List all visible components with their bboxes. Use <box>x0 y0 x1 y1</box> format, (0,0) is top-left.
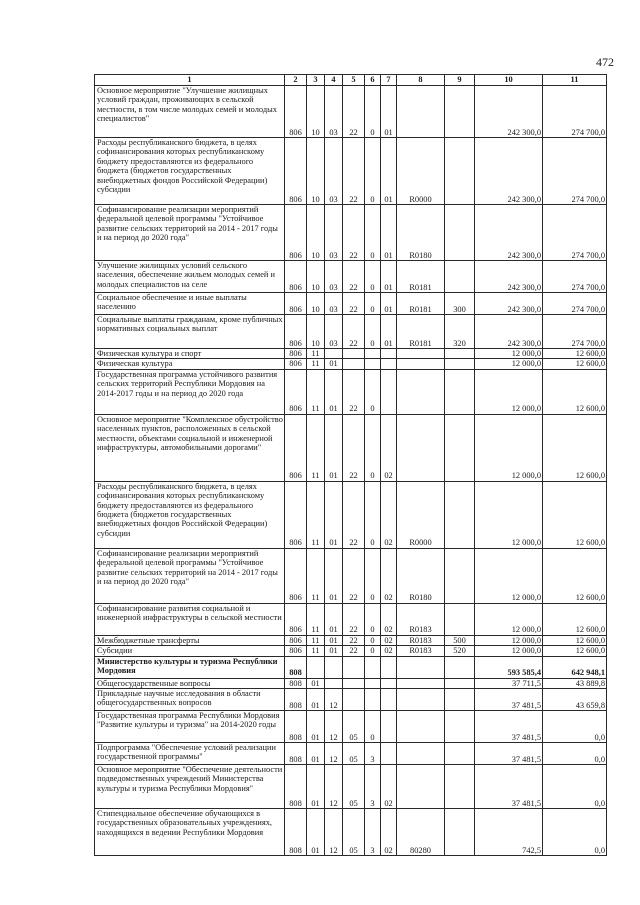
table-row <box>95 293 607 315</box>
row-description: Государственная программа устойчивого развития сельских территорий Республики Мордовия на 2014-2017 годы и на период до 2020 года <box>95 369 285 414</box>
table-row <box>95 548 607 603</box>
cell-subsection-code: 01 <box>325 548 343 603</box>
column-header: 11 <box>543 75 607 86</box>
cell-activity-code: 02 <box>381 809 397 856</box>
cell-target-item-code: R0000 <box>397 481 445 548</box>
cell-program-code <box>343 359 365 369</box>
row-description: Основное мероприятие "Комплексное обустройство населенных пунктов, расположенных в сельской местности, объектами социальной и инженерной инфраструктуры, автомобильными дорогами" <box>95 414 285 481</box>
cell-expense-type-code <box>445 138 475 205</box>
cell-activity-code <box>381 656 397 678</box>
cell-ministry-code: 808 <box>285 711 307 743</box>
cell-amount-year-2: 12 600,0 <box>543 414 607 481</box>
cell-amount-year-1: 37 481,5 <box>475 689 543 711</box>
cell-subprogram-code: 3 <box>365 765 381 809</box>
cell-expense-type-code <box>445 349 475 359</box>
table-row <box>95 349 607 359</box>
cell-target-item-code <box>397 349 445 359</box>
cell-subprogram-code: 0 <box>365 481 381 548</box>
cell-target-item-code <box>397 359 445 369</box>
cell-amount-year-1: 242 300,0 <box>475 205 543 261</box>
cell-amount-year-2: 642 948,1 <box>543 656 607 678</box>
cell-subsection-code: 03 <box>325 293 343 315</box>
cell-activity-code: 02 <box>381 481 397 548</box>
cell-amount-year-1: 37 481,5 <box>475 743 543 765</box>
cell-ministry-code: 806 <box>285 359 307 369</box>
cell-expense-type-code <box>445 414 475 481</box>
cell-amount-year-2: 274 700,0 <box>543 315 607 349</box>
cell-expense-type-code <box>445 656 475 678</box>
cell-activity-code: 02 <box>381 414 397 481</box>
row-description: Физическая культура и спорт <box>95 349 285 359</box>
cell-subprogram-code: 0 <box>365 369 381 414</box>
row-description: Стипендиальное обеспечение обучающихся в государственных образовательных учреждениях, находящихся в ведении Республики Мордовия <box>95 809 285 856</box>
cell-ministry-code: 808 <box>285 689 307 711</box>
cell-activity-code <box>381 711 397 743</box>
cell-ministry-code: 806 <box>285 138 307 205</box>
cell-activity-code: 02 <box>381 548 397 603</box>
cell-subsection-code: 03 <box>325 261 343 293</box>
cell-section-code: 01 <box>307 689 325 711</box>
cell-amount-year-1: 242 300,0 <box>475 86 543 138</box>
cell-ministry-code: 808 <box>285 743 307 765</box>
cell-subsection-code: 03 <box>325 138 343 205</box>
cell-amount-year-2: 12 600,0 <box>543 349 607 359</box>
cell-activity-code: 02 <box>381 635 397 645</box>
row-description: Основное мероприятие "Улучшение жилищных условий граждан, проживающих в сельской местности, в том числе молодых семей и молодых специалистов" <box>95 86 285 138</box>
cell-expense-type-code <box>445 678 475 688</box>
cell-amount-year-1: 12 000,0 <box>475 359 543 369</box>
cell-target-item-code <box>397 689 445 711</box>
cell-subprogram-code: 0 <box>365 646 381 656</box>
cell-program-code: 05 <box>343 711 365 743</box>
cell-subsection-code: 01 <box>325 481 343 548</box>
cell-activity-code <box>381 359 397 369</box>
cell-program-code: 22 <box>343 414 365 481</box>
cell-amount-year-2: 43 889,8 <box>543 678 607 688</box>
row-description: Софинансирование реализации мероприятий федеральной целевой программы "Устойчивое развитие сельских территорий на 2014 - 2017 годы и на период до 2020 года" <box>95 205 285 261</box>
row-description: Государственная программа Республики Мордовия "Развитие культуры и туризма" на 2014-2020 годы <box>95 711 285 743</box>
cell-amount-year-2: 12 600,0 <box>543 359 607 369</box>
cell-amount-year-2: 43 659,8 <box>543 689 607 711</box>
cell-subsection-code: 01 <box>325 414 343 481</box>
table-row <box>95 711 607 743</box>
cell-ministry-code: 808 <box>285 678 307 688</box>
cell-section-code: 11 <box>307 414 325 481</box>
cell-subsection-code: 01 <box>325 369 343 414</box>
cell-subsection-code: 12 <box>325 689 343 711</box>
row-description: Субсидии <box>95 646 285 656</box>
cell-amount-year-2: 274 700,0 <box>543 138 607 205</box>
cell-ministry-code: 808 <box>285 809 307 856</box>
table-row <box>95 315 607 349</box>
cell-program-code: 05 <box>343 809 365 856</box>
cell-target-item-code <box>397 678 445 688</box>
cell-amount-year-1: 242 300,0 <box>475 293 543 315</box>
cell-program-code: 22 <box>343 603 365 635</box>
cell-amount-year-2: 0,0 <box>543 711 607 743</box>
cell-expense-type-code <box>445 548 475 603</box>
cell-expense-type-code <box>445 689 475 711</box>
cell-program-code: 22 <box>343 261 365 293</box>
cell-subsection-code: 03 <box>325 205 343 261</box>
cell-subprogram-code: 0 <box>365 261 381 293</box>
cell-subprogram-code: 0 <box>365 315 381 349</box>
cell-program-code: 22 <box>343 548 365 603</box>
cell-amount-year-1: 12 000,0 <box>475 603 543 635</box>
cell-ministry-code: 806 <box>285 315 307 349</box>
cell-program-code: 22 <box>343 293 365 315</box>
cell-program-code: 22 <box>343 205 365 261</box>
table-row <box>95 635 607 645</box>
cell-subprogram-code <box>365 678 381 688</box>
cell-expense-type-code: 520 <box>445 646 475 656</box>
cell-amount-year-2: 12 600,0 <box>543 635 607 645</box>
cell-subsection-code <box>325 349 343 359</box>
cell-amount-year-2: 274 700,0 <box>543 261 607 293</box>
cell-activity-code <box>381 349 397 359</box>
cell-target-item-code <box>397 86 445 138</box>
cell-target-item-code: R0183 <box>397 635 445 645</box>
cell-program-code <box>343 678 365 688</box>
cell-subsection-code <box>325 678 343 688</box>
cell-expense-type-code <box>445 261 475 293</box>
cell-subsection-code: 01 <box>325 635 343 645</box>
cell-ministry-code: 808 <box>285 656 307 678</box>
row-description: Физическая культура <box>95 359 285 369</box>
page-number: 472 <box>596 55 614 69</box>
table-row <box>95 86 607 138</box>
column-header: 10 <box>475 75 543 86</box>
cell-expense-type-code <box>445 369 475 414</box>
column-header: 9 <box>445 75 475 86</box>
cell-amount-year-1: 12 000,0 <box>475 369 543 414</box>
row-description: Расходы республиканского бюджета, в целях софинансирования которых республиканскому бюджету предоставляются из федерального бюджета (бюджетов государственных внебюджетных фондов Российской Федерации) субсидии <box>95 138 285 205</box>
cell-target-item-code: R0000 <box>397 138 445 205</box>
cell-target-item-code: R0183 <box>397 603 445 635</box>
cell-expense-type-code <box>445 205 475 261</box>
column-header: 5 <box>343 75 365 86</box>
cell-subsection-code: 12 <box>325 743 343 765</box>
cell-target-item-code <box>397 369 445 414</box>
row-description: Общегосударственные вопросы <box>95 678 285 688</box>
cell-section-code: 11 <box>307 359 325 369</box>
cell-amount-year-1: 12 000,0 <box>475 481 543 548</box>
cell-program-code <box>343 349 365 359</box>
cell-target-item-code: R0183 <box>397 646 445 656</box>
row-description: Софинансирование развития социальной и инженерной инфраструктуры в сельской местности <box>95 603 285 635</box>
table-row <box>95 138 607 205</box>
cell-amount-year-1: 242 300,0 <box>475 261 543 293</box>
cell-section-code: 11 <box>307 635 325 645</box>
cell-activity-code: 02 <box>381 646 397 656</box>
cell-subsection-code: 03 <box>325 315 343 349</box>
cell-amount-year-2: 274 700,0 <box>543 293 607 315</box>
cell-subprogram-code: 0 <box>365 711 381 743</box>
cell-activity-code: 01 <box>381 86 397 138</box>
cell-subprogram-code <box>365 656 381 678</box>
cell-section-code: 10 <box>307 261 325 293</box>
cell-program-code: 22 <box>343 86 365 138</box>
cell-ministry-code: 806 <box>285 293 307 315</box>
cell-activity-code <box>381 678 397 688</box>
cell-amount-year-1: 12 000,0 <box>475 414 543 481</box>
table-row <box>95 646 607 656</box>
cell-section-code: 10 <box>307 205 325 261</box>
cell-program-code: 22 <box>343 635 365 645</box>
cell-amount-year-2: 274 700,0 <box>543 205 607 261</box>
cell-target-item-code <box>397 765 445 809</box>
cell-ministry-code: 806 <box>285 369 307 414</box>
cell-amount-year-1: 242 300,0 <box>475 138 543 205</box>
cell-activity-code: 01 <box>381 138 397 205</box>
table-row <box>95 414 607 481</box>
cell-section-code: 01 <box>307 678 325 688</box>
cell-program-code: 22 <box>343 369 365 414</box>
cell-amount-year-2: 12 600,0 <box>543 481 607 548</box>
cell-ministry-code: 806 <box>285 548 307 603</box>
cell-section-code: 11 <box>307 603 325 635</box>
row-description: Улучшение жилищных условий сельского населения, обеспечение жильем молодых семей и молодых специалистов на селе <box>95 261 285 293</box>
cell-section-code <box>307 656 325 678</box>
cell-subprogram-code: 0 <box>365 603 381 635</box>
cell-target-item-code: R0180 <box>397 548 445 603</box>
cell-activity-code: 02 <box>381 765 397 809</box>
cell-target-item-code: R0181 <box>397 315 445 349</box>
table-row <box>95 765 607 809</box>
cell-amount-year-2: 12 600,0 <box>543 603 607 635</box>
cell-program-code: 05 <box>343 743 365 765</box>
cell-section-code: 11 <box>307 481 325 548</box>
cell-section-code: 10 <box>307 86 325 138</box>
cell-subprogram-code: 0 <box>365 293 381 315</box>
cell-expense-type-code: 300 <box>445 293 475 315</box>
cell-amount-year-1: 12 000,0 <box>475 635 543 645</box>
row-description: Подпрограмма "Обеспечение условий реализации государственной программы" <box>95 743 285 765</box>
cell-activity-code <box>381 689 397 711</box>
cell-subsection-code: 01 <box>325 646 343 656</box>
cell-ministry-code: 806 <box>285 349 307 359</box>
cell-expense-type-code <box>445 359 475 369</box>
table-row <box>95 369 607 414</box>
cell-target-item-code: R0180 <box>397 205 445 261</box>
cell-subsection-code <box>325 656 343 678</box>
cell-expense-type-code <box>445 86 475 138</box>
table-row <box>95 809 607 856</box>
cell-amount-year-2: 12 600,0 <box>543 548 607 603</box>
cell-expense-type-code <box>445 809 475 856</box>
table-row <box>95 678 607 688</box>
cell-expense-type-code <box>445 711 475 743</box>
cell-subsection-code: 12 <box>325 711 343 743</box>
cell-target-item-code: R0181 <box>397 293 445 315</box>
cell-expense-type-code: 500 <box>445 635 475 645</box>
cell-subprogram-code: 0 <box>365 635 381 645</box>
cell-target-item-code: R0181 <box>397 261 445 293</box>
table-row <box>95 743 607 765</box>
column-header: 4 <box>325 75 343 86</box>
cell-ministry-code: 806 <box>285 646 307 656</box>
cell-target-item-code <box>397 414 445 481</box>
cell-section-code: 01 <box>307 765 325 809</box>
cell-program-code: 22 <box>343 481 365 548</box>
row-description: Софинансирование реализации мероприятий федеральной целевой программы "Устойчивое развитие сельских территорий на 2014 - 2017 годы и на период до 2020 года" <box>95 548 285 603</box>
column-header: 1 <box>95 75 285 86</box>
cell-amount-year-1: 37 481,5 <box>475 711 543 743</box>
table-row <box>95 656 607 678</box>
cell-subprogram-code <box>365 689 381 711</box>
cell-program-code: 05 <box>343 765 365 809</box>
cell-target-item-code <box>397 743 445 765</box>
cell-amount-year-1: 593 585,4 <box>475 656 543 678</box>
cell-expense-type-code <box>445 765 475 809</box>
cell-amount-year-1: 37 481,5 <box>475 765 543 809</box>
table-header-row <box>95 75 607 86</box>
cell-subprogram-code: 0 <box>365 205 381 261</box>
row-description: Министерство культуры и туризма Республики Мордовия <box>95 656 285 678</box>
column-header: 3 <box>307 75 325 86</box>
cell-program-code <box>343 656 365 678</box>
cell-section-code: 10 <box>307 315 325 349</box>
cell-activity-code: 02 <box>381 603 397 635</box>
table-row <box>95 603 607 635</box>
cell-section-code: 10 <box>307 293 325 315</box>
cell-subprogram-code: 0 <box>365 414 381 481</box>
cell-program-code: 22 <box>343 315 365 349</box>
cell-section-code: 11 <box>307 548 325 603</box>
cell-program-code: 22 <box>343 138 365 205</box>
table-row <box>95 359 607 369</box>
cell-amount-year-2: 0,0 <box>543 743 607 765</box>
cell-amount-year-2: 274 700,0 <box>543 86 607 138</box>
cell-amount-year-2: 12 600,0 <box>543 646 607 656</box>
row-description: Расходы республиканского бюджета, в целях софинансирования которых республиканскому бюджету предоставляются из федерального бюджета (бюджетов государственных внебюджетных фондов Российской Федерации) субсидии <box>95 481 285 548</box>
cell-ministry-code: 806 <box>285 481 307 548</box>
cell-expense-type-code: 320 <box>445 315 475 349</box>
table-row <box>95 261 607 293</box>
cell-amount-year-1: 12 000,0 <box>475 548 543 603</box>
cell-amount-year-1: 12 000,0 <box>475 349 543 359</box>
cell-expense-type-code <box>445 481 475 548</box>
cell-expense-type-code <box>445 603 475 635</box>
cell-ministry-code: 806 <box>285 414 307 481</box>
table-row <box>95 689 607 711</box>
cell-subprogram-code: 0 <box>365 86 381 138</box>
cell-activity-code: 01 <box>381 205 397 261</box>
cell-section-code: 11 <box>307 349 325 359</box>
cell-target-item-code <box>397 711 445 743</box>
cell-amount-year-1: 12 000,0 <box>475 646 543 656</box>
cell-section-code: 10 <box>307 138 325 205</box>
cell-section-code: 11 <box>307 646 325 656</box>
cell-amount-year-2: 0,0 <box>543 765 607 809</box>
column-header: 7 <box>381 75 397 86</box>
cell-ministry-code: 806 <box>285 86 307 138</box>
cell-amount-year-1: 742,5 <box>475 809 543 856</box>
cell-program-code <box>343 689 365 711</box>
cell-section-code: 01 <box>307 809 325 856</box>
cell-ministry-code: 806 <box>285 603 307 635</box>
row-description: Межбюджетные трансферты <box>95 635 285 645</box>
cell-activity-code: 01 <box>381 293 397 315</box>
cell-amount-year-2: 12 600,0 <box>543 369 607 414</box>
cell-ministry-code: 806 <box>285 635 307 645</box>
cell-activity-code: 01 <box>381 315 397 349</box>
cell-amount-year-1: 37 711,5 <box>475 678 543 688</box>
cell-ministry-code: 806 <box>285 261 307 293</box>
table-row <box>95 205 607 261</box>
cell-subprogram-code: 0 <box>365 138 381 205</box>
column-header: 2 <box>285 75 307 86</box>
row-description: Социальные выплаты гражданам, кроме публичных нормативных социальных выплат <box>95 315 285 349</box>
cell-subsection-code: 12 <box>325 765 343 809</box>
cell-activity-code <box>381 743 397 765</box>
row-description: Основное мероприятие "Обеспечение деятельности подведомственных учреждений Министерства культуры и туризма Республики Мордовия" <box>95 765 285 809</box>
cell-section-code: 01 <box>307 743 325 765</box>
cell-subprogram-code: 3 <box>365 809 381 856</box>
cell-subsection-code: 01 <box>325 359 343 369</box>
cell-expense-type-code <box>445 743 475 765</box>
cell-subprogram-code <box>365 349 381 359</box>
cell-program-code: 22 <box>343 646 365 656</box>
table-body <box>95 86 607 856</box>
budget-table <box>94 74 607 856</box>
cell-subsection-code: 01 <box>325 603 343 635</box>
row-description: Прикладные научные исследования в области общегосударственных вопросов <box>95 689 285 711</box>
cell-subsection-code: 12 <box>325 809 343 856</box>
cell-amount-year-1: 242 300,0 <box>475 315 543 349</box>
cell-subprogram-code: 0 <box>365 548 381 603</box>
cell-activity-code: 01 <box>381 261 397 293</box>
cell-subsection-code: 03 <box>325 86 343 138</box>
column-header: 6 <box>365 75 381 86</box>
row-description: Социальное обеспечение и иные выплаты населению <box>95 293 285 315</box>
cell-activity-code <box>381 369 397 414</box>
cell-target-item-code <box>397 656 445 678</box>
cell-amount-year-2: 0,0 <box>543 809 607 856</box>
cell-section-code: 01 <box>307 711 325 743</box>
cell-section-code: 11 <box>307 369 325 414</box>
cell-subprogram-code: 3 <box>365 743 381 765</box>
cell-subprogram-code <box>365 359 381 369</box>
cell-ministry-code: 806 <box>285 205 307 261</box>
cell-target-item-code: 80280 <box>397 809 445 856</box>
cell-ministry-code: 808 <box>285 765 307 809</box>
table-row <box>95 481 607 548</box>
column-header: 8 <box>397 75 445 86</box>
